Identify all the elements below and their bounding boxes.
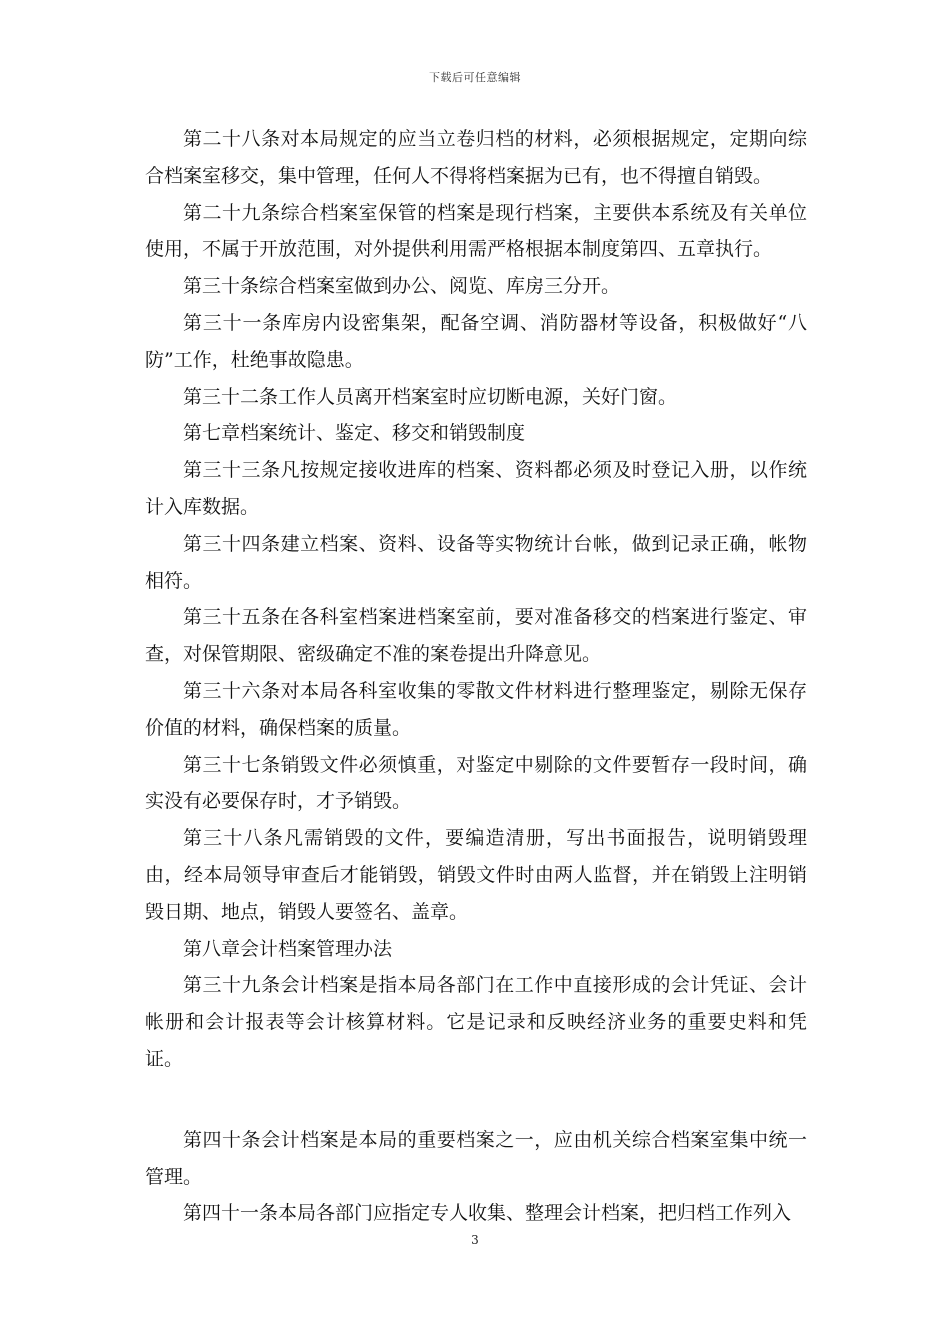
article-29: 第二十九条综合档案室保管的档案是现行档案，主要供本系统及有关单位使用，不属于开放范围，对外提供利用需严格根据本制度第四、五章执行。: [145, 201, 807, 261]
page-number: 3: [471, 1233, 479, 1247]
page-header: 下载后可任意编辑: [429, 71, 521, 84]
article-31: 第三十一条库房内设密集架，配备空调、消防器材等设备，积极做好“八防”工作，杜绝事故隐患。: [145, 311, 807, 371]
article-37: 第三十七条销毁文件必须慎重，对鉴定中剔除的文件要暂存一段时间，确实没有必要保存时，才予销毁。: [145, 753, 807, 813]
document-body: [145, 121, 807, 1232]
article-36: 第三十六条对本局各科室收集的零散文件材料进行整理鉴定，剔除无保存价值的材料，确保档案的质量。: [145, 679, 807, 739]
article-33: 第三十三条凡按规定接收进库的档案、资料都必须及时登记入册，以作统计入库数据。: [145, 459, 807, 518]
article-28: 第二十八条对本局规定的应当立卷归档的材料，必须根据规定，定期向综合档案室移交，集中管理，任何人不得将档案据为已有，也不得擅自销毁。: [145, 128, 807, 187]
article-39: 第三十九条会计档案是指本局各部门在工作中直接形成的会计凭证、会计帐册和会计报表等会计核算材料。它是记录和反映经济业务的重要史料和凭证。: [145, 974, 807, 1070]
article-38: 第三十八条凡需销毁的文件，要编造清册，写出书面报告，说明销毁理由，经本局领导审查后才能销毁，销毁文件时由两人监督，并在销毁上注明销毁日期、地点，销毁人要签名、盖章。: [145, 827, 807, 923]
article-32: 第三十二条工作人员离开档案室时应切断电源，关好门窗。: [183, 385, 678, 408]
article-35: 第三十五条在各科室档案进档案室前，要对准备移交的档案进行鉴定、审查，对保管期限、密级确定不准的案卷提出升降意见。: [145, 606, 807, 666]
article-34: 第三十四条建立档案、资料、设备等实物统计台帐，做到记录正确，帐物相符。: [145, 532, 807, 592]
chapter-8-heading: 第八章会计档案管理办法: [183, 937, 393, 960]
chapter-7-heading: 第七章档案统计、鉴定、移交和销毁制度: [183, 422, 526, 445]
article-41: 第四十一条本局各部门应指定专人收集、整理会计档案，把归档工作列入: [183, 1202, 792, 1225]
paragraph-gap: [145, 1078, 807, 1122]
article-40: 第四十条会计档案是本局的重要档案之一，应由机关综合档案室集中统一管理。: [145, 1128, 807, 1188]
article-30: 第三十条综合档案室做到办公、阅览、库房三分开。: [183, 275, 621, 298]
